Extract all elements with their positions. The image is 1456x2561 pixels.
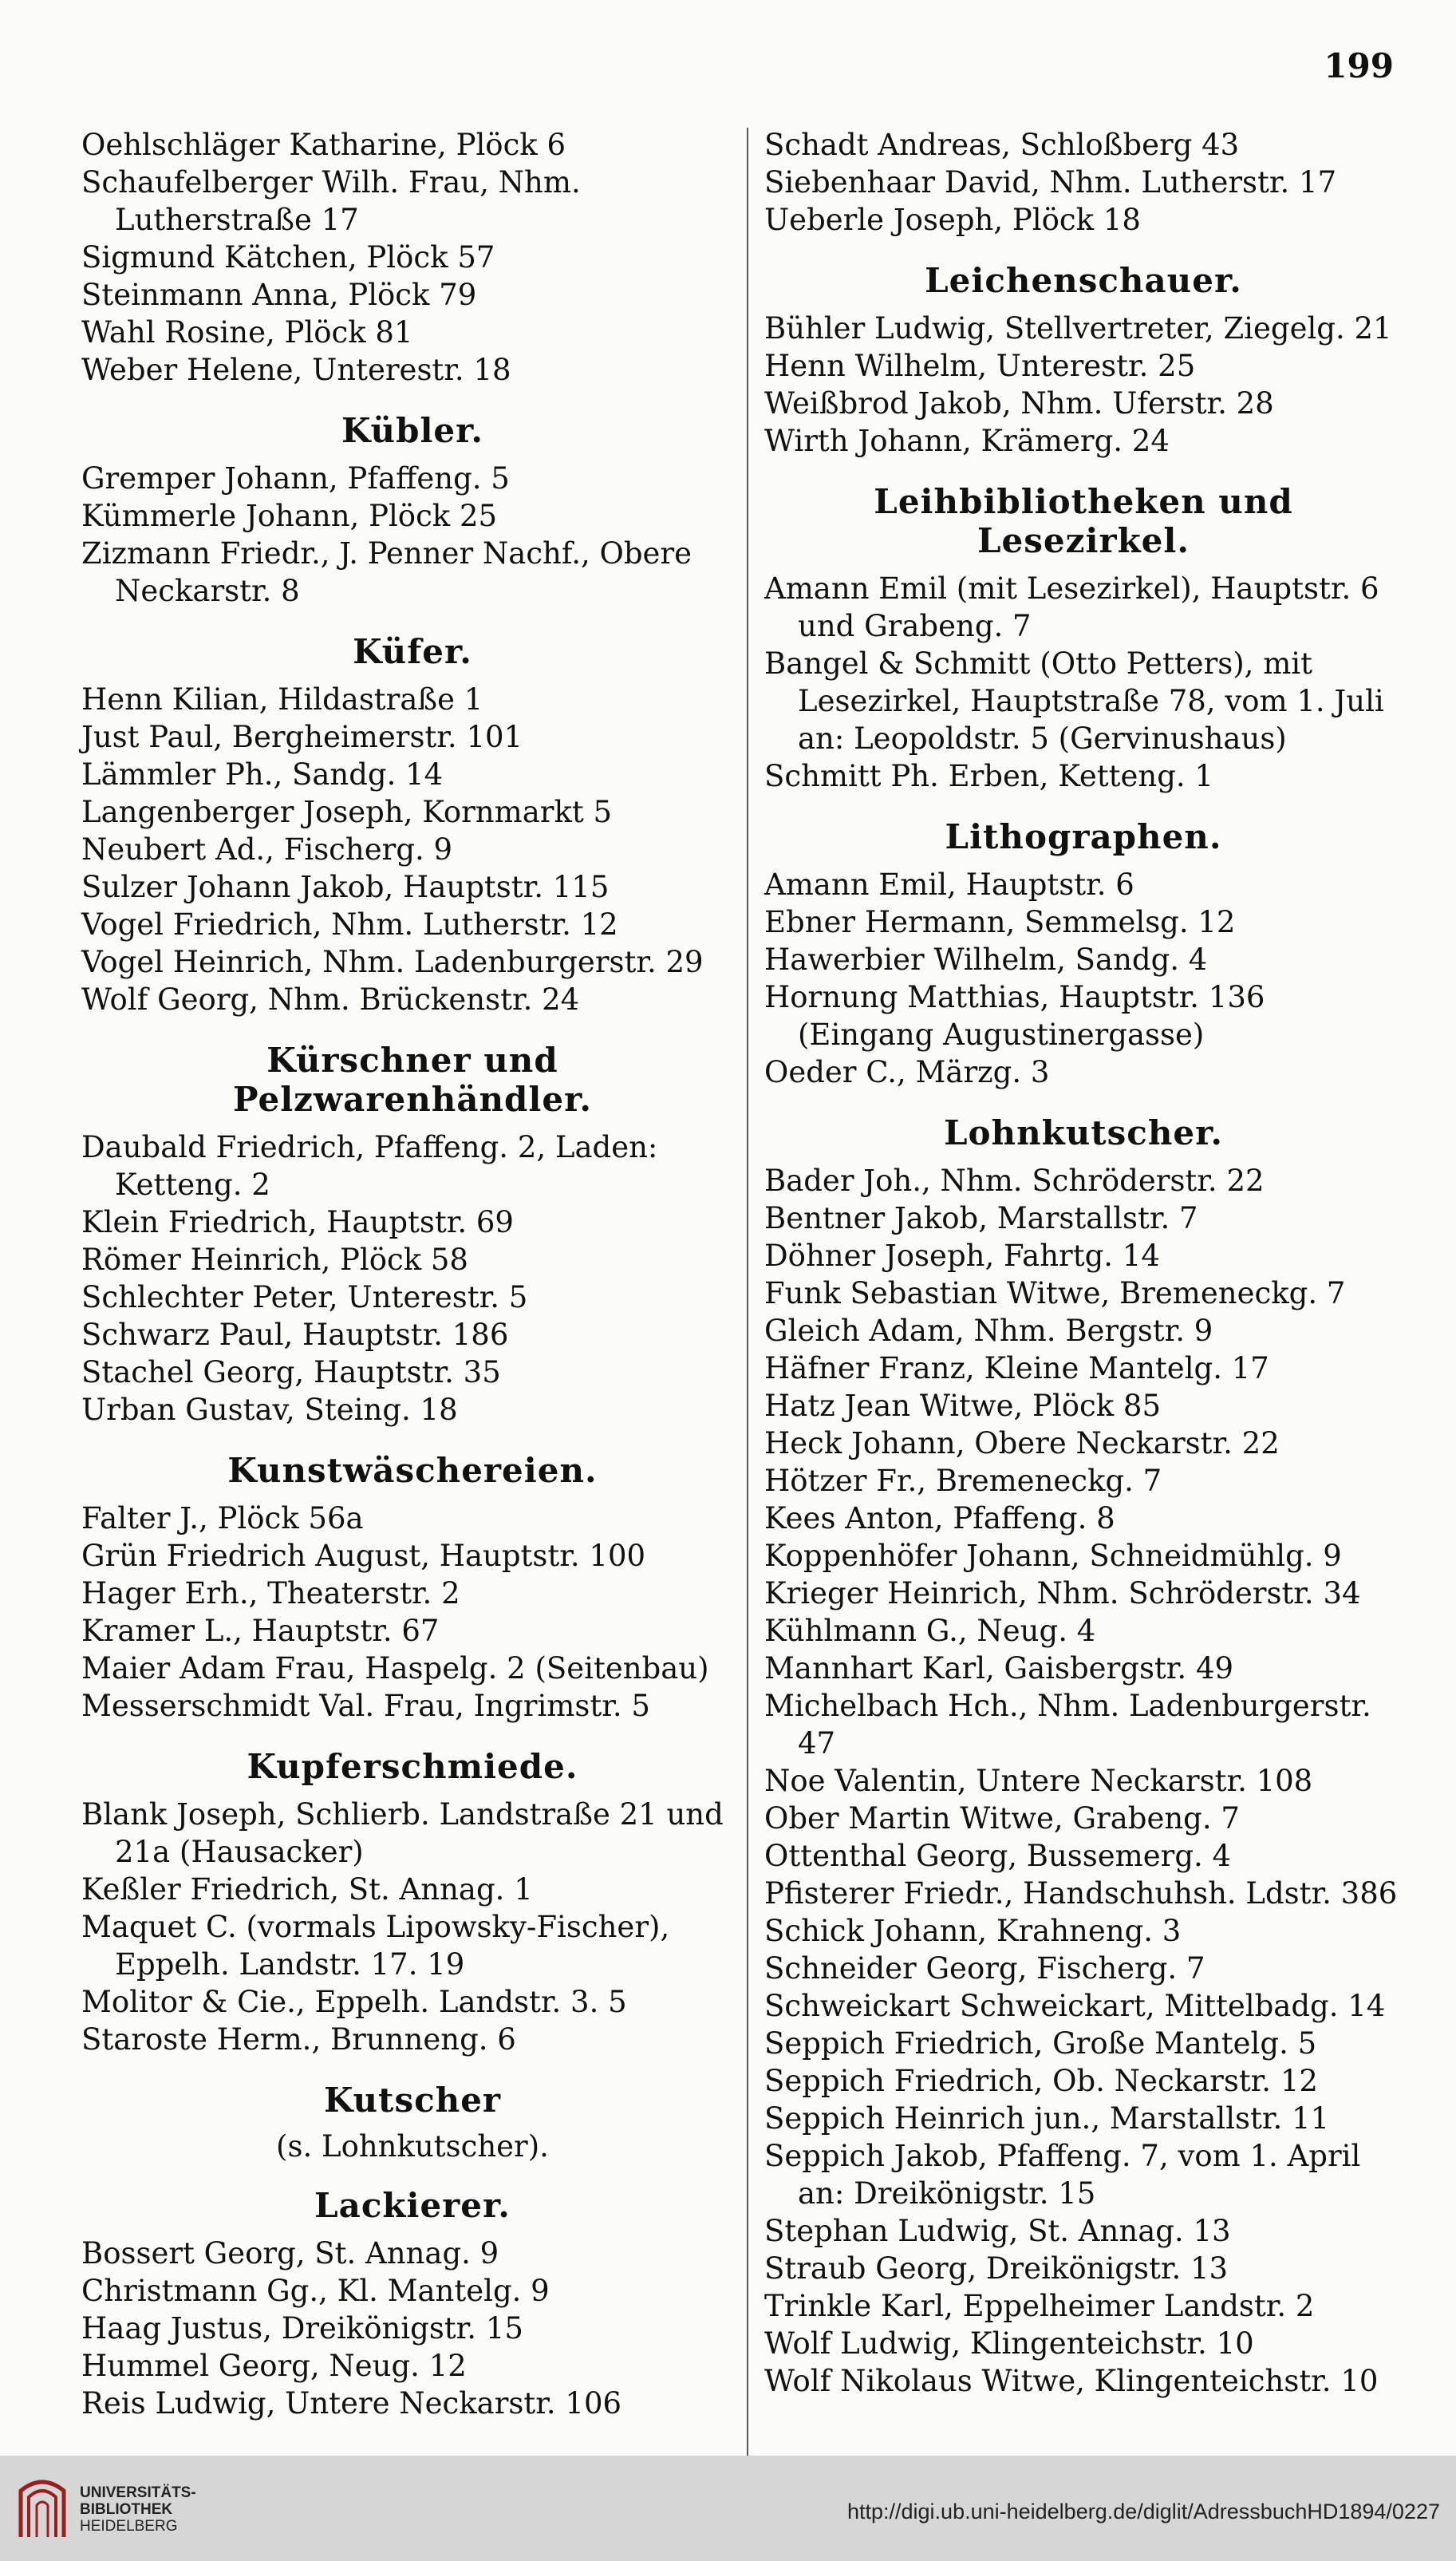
- section-heading: Kürschner und Pelzwarenhändler.: [233, 1041, 592, 1119]
- directory-entry: Schmitt Ph. Erben, Ketteng. 1: [764, 759, 1213, 793]
- directory-entry: Krieger Heinrich, Nhm. Schröderstr. 34: [764, 1576, 1361, 1611]
- directory-entry: Straub Georg, Dreikönigstr. 13: [764, 2251, 1229, 2286]
- right-column: [764, 126, 1403, 2400]
- section-heading: Kupferschmiede.: [247, 1747, 578, 1786]
- directory-entry: Koppenhöfer Johann, Schneidmühlg. 9: [764, 1539, 1342, 1573]
- directory-section-lithographen: [764, 817, 1403, 1091]
- library-seal-icon: [14, 2473, 70, 2545]
- directory-entry: Henn Wilhelm, Unterestr. 25: [764, 349, 1196, 383]
- directory-entry: Amann Emil, Hauptstr. 6: [764, 867, 1134, 902]
- directory-entry: Kramer L., Hauptstr. 67: [81, 1614, 440, 1648]
- directory-entry: Vogel Heinrich, Nhm. Ladenburgerstr. 29: [81, 945, 704, 979]
- directory-entry: Wirth Johann, Krämerg. 24: [764, 424, 1170, 458]
- directory-entry: Daubald Friedrich, Pfaffeng. 2, Laden: Ketteng. 2: [81, 1130, 658, 1202]
- directory-entry: Wahl Rosine, Plöck 81: [81, 315, 413, 350]
- section-heading: Kutscher: [323, 2081, 502, 2120]
- directory-entry: Blank Joseph, Schlierb. Landstraße 21 und 21a (Hausacker): [81, 1797, 724, 1869]
- library-logo[interactable]: [14, 2473, 196, 2545]
- directory-entry: Ueberle Joseph, Plöck 18: [764, 203, 1141, 237]
- directory-entry: Seppich Jakob, Pfaffeng. 7, vom 1. April an: Dreikönigstr. 15: [764, 2139, 1361, 2211]
- section-heading: Lithographen.: [945, 817, 1222, 856]
- directory-section-lohnkutscher: [764, 1113, 1403, 2400]
- directory-entry: Ebner Hermann, Semmelsg. 12: [764, 905, 1236, 939]
- directory-section-küfer: [81, 632, 744, 1018]
- directory-entry: Bühler Ludwig, Stellvertreter, Ziegelg. 21: [764, 311, 1392, 346]
- directory-entry: Seppich Heinrich jun., Marstallstr. 11: [764, 2101, 1330, 2136]
- directory-entry: Urban Gustav, Steing. 18: [81, 1393, 458, 1427]
- section-heading: Kübler.: [341, 411, 484, 450]
- section-heading: Kunstwäschereien.: [227, 1451, 598, 1490]
- logo-line: HEIDELBERG: [80, 2517, 178, 2535]
- directory-entry: Stachel Georg, Hauptstr. 35: [81, 1355, 501, 1389]
- directory-entry: Schwarz Paul, Hauptstr. 186: [81, 1318, 509, 1352]
- section-heading: Lohnkutscher.: [943, 1113, 1224, 1152]
- directory-entry: Messerschmidt Val. Frau, Ingrimstr. 5: [81, 1689, 650, 1723]
- directory-section: [764, 126, 1403, 239]
- directory-entry: Wolf Ludwig, Klingenteichstr. 10: [764, 2326, 1254, 2361]
- directory-entry: Mannhart Karl, Gaisbergstr. 49: [764, 1651, 1234, 1686]
- directory-entry: Schneider Georg, Fischerg. 7: [764, 1951, 1205, 1986]
- directory-entry: Bentner Jakob, Marstallstr. 7: [764, 1201, 1198, 1235]
- directory-entry: Siebenhaar David, Nhm. Lutherstr. 17: [764, 165, 1337, 200]
- section-heading: Lackierer.: [314, 2186, 511, 2225]
- directory-entry: Grün Friedrich August, Hauptstr. 100: [81, 1539, 646, 1573]
- directory-entry: Bossert Georg, St. Annag. 9: [81, 2236, 499, 2271]
- directory-entry: Gremper Johann, Pfaffeng. 5: [81, 461, 510, 496]
- directory-entry: Falter J., Plöck 56a: [81, 1501, 364, 1535]
- directory-entry: Hager Erh., Theaterstr. 2: [81, 1576, 460, 1611]
- directory-entry: Funk Sebastian Witwe, Bremeneckg. 7: [764, 1276, 1346, 1310]
- library-logo-text: [80, 2484, 196, 2535]
- directory-entry: Römer Heinrich, Plöck 58: [81, 1243, 468, 1277]
- footer-bar: [0, 2456, 1456, 2561]
- directory-entry: Heck Johann, Obere Neckarstr. 22: [764, 1426, 1280, 1460]
- directory-entry: Klein Friedrich, Hauptstr. 69: [81, 1205, 514, 1239]
- directory-entry: Maier Adam Frau, Haspelg. 2 (Seitenbau): [81, 1651, 709, 1686]
- section-heading: Küfer.: [353, 632, 472, 671]
- directory-entry: Molitor & Cie., Eppelh. Landstr. 3. 5: [81, 1985, 627, 2019]
- directory-entry: Ober Martin Witwe, Grabeng. 7: [764, 1801, 1240, 1836]
- directory-entry: Schaufelberger Wilh. Frau, Nhm. Lutherstraße 17: [81, 165, 581, 237]
- directory-entry: Stephan Ludwig, St. Annag. 13: [764, 2214, 1231, 2248]
- directory-entry: Sulzer Johann Jakob, Hauptstr. 115: [81, 870, 610, 904]
- directory-entry: Neubert Ad., Fischerg. 9: [81, 832, 453, 867]
- directory-entry: Hornung Matthias, Hauptstr. 136 (Eingang Augustinergasse): [764, 980, 1265, 1052]
- directory-entry: Noe Valentin, Untere Neckarstr. 108: [764, 1764, 1313, 1798]
- column-divider: [747, 128, 748, 2490]
- directory-entry: Oehlschläger Katharine, Plöck 6: [81, 128, 566, 162]
- directory-entry: Langenberger Joseph, Kornmarkt 5: [81, 795, 613, 829]
- logo-line: UNIVERSITÄTS-: [80, 2484, 196, 2501]
- directory-section-kürschner-und-pelzwarenhändler: [81, 1041, 744, 1429]
- directory-section-kübler: [81, 411, 744, 610]
- directory-entry: Maquet C. (vormals Lipowsky-Fischer), Eppelh. Landstr. 17. 19: [81, 1910, 670, 1982]
- directory-section-kupferschmiede: [81, 1747, 744, 2058]
- directory-entry: Ottenthal Georg, Bussemerg. 4: [764, 1839, 1232, 1873]
- directory-entry: Wolf Nikolaus Witwe, Klingenteichstr. 10: [764, 2364, 1379, 2398]
- directory-entry: Kühlmann G., Neug. 4: [764, 1614, 1096, 1648]
- source-url[interactable]: http://digi.ub.uni-heidelberg.de/diglit/AdressbuchHD1894/0227: [846, 2500, 1440, 2523]
- directory-section-kutscher: [81, 2081, 744, 2164]
- directory-entry: Wolf Georg, Nhm. Brückenstr. 24: [81, 982, 580, 1017]
- directory-entry: Schlechter Peter, Unterestr. 5: [81, 1280, 528, 1314]
- directory-section-leihbibliotheken-und-lesezirkel: [764, 482, 1403, 795]
- directory-entry: Schweickart Schweickart, Mittelbadg. 14: [764, 1989, 1386, 2023]
- directory-entry: Schadt Andreas, Schloßberg 43: [764, 128, 1240, 162]
- directory-section-lackierer: [81, 2186, 744, 2422]
- directory-entry: Zizmann Friedr., J. Penner Nachf., Obere Neckarstr. 8: [81, 536, 692, 608]
- directory-entry: Sigmund Kätchen, Plöck 57: [81, 240, 495, 275]
- section-heading: Leichenschauer.: [925, 261, 1242, 300]
- directory-entry: Oeder C., Märzg. 3: [764, 1055, 1050, 1089]
- directory-entry: Vogel Friedrich, Nhm. Lutherstr. 12: [81, 907, 618, 942]
- directory-entry: Keßler Friedrich, St. Annag. 1: [81, 1872, 533, 1907]
- directory-section: [81, 126, 744, 389]
- page-number: 199: [1324, 46, 1394, 85]
- directory-entry: Hawerbier Wilhelm, Sandg. 4: [764, 943, 1208, 977]
- directory-section-leichenschauer: [764, 261, 1403, 460]
- logo-line: BIBLIOTHEK: [80, 2500, 173, 2518]
- directory-entry: Döhner Joseph, Fahrtg. 14: [764, 1239, 1160, 1273]
- directory-entry: Christmann Gg., Kl. Mantelg. 9: [81, 2274, 550, 2308]
- directory-entry: Weber Helene, Unterestr. 18: [81, 353, 511, 387]
- left-column: [81, 126, 744, 2422]
- directory-entry: Trinkle Karl, Eppelheimer Landstr. 2: [764, 2289, 1315, 2323]
- directory-entry: Hötzer Fr., Bremeneckg. 7: [764, 1464, 1162, 1498]
- directory-entry: Häfner Franz, Kleine Mantelg. 17: [764, 1351, 1269, 1385]
- directory-entry: Lämmler Ph., Sandg. 14: [81, 757, 444, 792]
- directory-entry: Just Paul, Bergheimerstr. 101: [81, 720, 523, 754]
- directory-entry: Michelbach Hch., Nhm. Ladenburgerstr. 47: [764, 1689, 1371, 1761]
- directory-entry: Amann Emil (mit Lesezirkel), Hauptstr. 6 und Grabeng. 7: [764, 571, 1379, 643]
- directory-entry: Kümmerle Johann, Plöck 25: [81, 499, 498, 533]
- directory-entry: Haag Justus, Dreikönigstr. 15: [81, 2311, 523, 2346]
- directory-section-kunstwäschereien: [81, 1451, 744, 1725]
- directory-entry: Schick Johann, Krahneng. 3: [764, 1914, 1182, 1948]
- directory-entry: Weißbrod Jakob, Nhm. Uferstr. 28: [764, 386, 1274, 421]
- directory-entry: Reis Ludwig, Untere Neckarstr. 106: [81, 2386, 622, 2421]
- directory-entry: Steinmann Anna, Plöck 79: [81, 278, 477, 312]
- section-heading: Leihbibliotheken und Lesezirkel.: [874, 482, 1293, 560]
- directory-entry: Gleich Adam, Nhm. Bergstr. 9: [764, 1314, 1213, 1348]
- section-note: (s. Lohnkutscher).: [276, 2129, 549, 2164]
- directory-entry: Henn Kilian, Hildastraße 1: [81, 682, 483, 717]
- directory-entry: Hummel Georg, Neug. 12: [81, 2349, 467, 2383]
- directory-entry: Staroste Herm., Brunneng. 6: [81, 2022, 516, 2057]
- directory-entry: Seppich Friedrich, Große Mantelg. 5: [764, 2026, 1317, 2061]
- directory-entry: Bangel & Schmitt (Otto Petters), mit Lesezirkel, Hauptstraße 78, vom 1. Juli an: Leopoldstr. 5 (Gervinushaus): [764, 646, 1384, 756]
- directory-entry: Seppich Friedrich, Ob. Neckarstr. 12: [764, 2064, 1318, 2098]
- directory-entry: Pfisterer Friedr., Handschuhsh. Ldstr. 386: [764, 1876, 1398, 1911]
- directory-entry: Kees Anton, Pfaffeng. 8: [764, 1501, 1115, 1535]
- directory-entry: Bader Joh., Nhm. Schröderstr. 22: [764, 1164, 1265, 1198]
- directory-entry: Hatz Jean Witwe, Plöck 85: [764, 1389, 1161, 1423]
